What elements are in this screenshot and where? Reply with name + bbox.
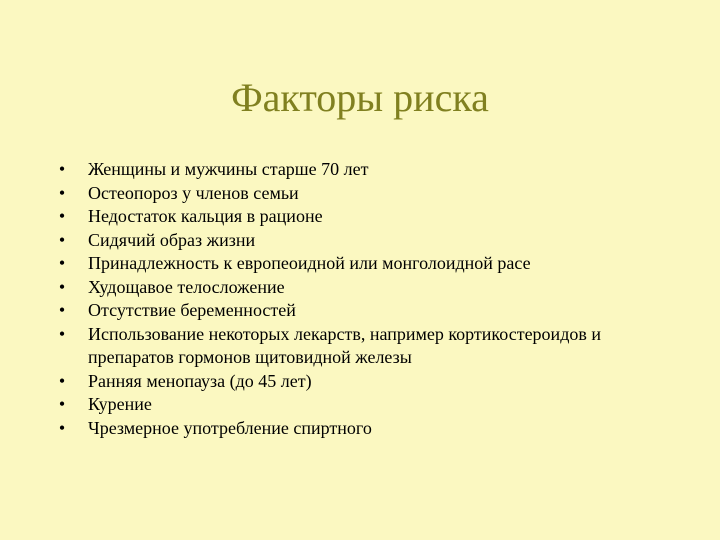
bullet-icon: •: [58, 229, 66, 250]
list-item: [56, 182, 676, 206]
bullet-icon: •: [58, 300, 66, 320]
list-item-text: Чрезмерное употребление спиртного: [88, 417, 372, 438]
list-item: [56, 252, 676, 276]
list-item-text: Худощавое телосложение: [88, 276, 285, 297]
list-item-text: Отсутствие беременностей: [88, 300, 296, 320]
list-item-text: Остеопороз у членов семьи: [88, 182, 299, 203]
list-item-text: Недостаток кальция в рационе: [88, 206, 323, 226]
list-item-text: Принадлежность к европеоидной или монголоидной расе: [88, 253, 531, 273]
risk-factors-list: [56, 158, 676, 440]
list-item-text: Ранняя менопауза (до 45 лет): [88, 370, 312, 391]
list-item: [56, 417, 676, 441]
bullet-icon: •: [58, 206, 66, 226]
list-item-text: Курение: [88, 394, 152, 414]
list-item: [56, 299, 676, 323]
bullet-icon: •: [58, 394, 66, 414]
bullet-icon: •: [58, 417, 66, 438]
list-item: [56, 229, 676, 253]
list-item: [56, 205, 676, 229]
slide-title: Факторы риска: [231, 75, 489, 120]
bullet-icon: •: [58, 159, 66, 179]
list-item: [56, 276, 676, 300]
list-item: [56, 393, 676, 417]
bullet-icon: •: [58, 182, 66, 203]
bullet-icon: •: [58, 370, 66, 391]
list-item: [56, 323, 676, 370]
bullet-icon: •: [58, 276, 66, 297]
bullet-icon: •: [58, 253, 66, 273]
list-item-text: Женщины и мужчины старше 70 лет: [88, 159, 369, 179]
list-item-text: Сидячий образ жизни: [88, 229, 256, 250]
list-item: [56, 370, 676, 394]
list-item-text: Использование некоторых лекарств, например кортикостероидов и препаратов гормонов щитовидной железы: [88, 323, 601, 367]
list-item: [56, 158, 676, 182]
bullet-icon: •: [58, 323, 66, 344]
